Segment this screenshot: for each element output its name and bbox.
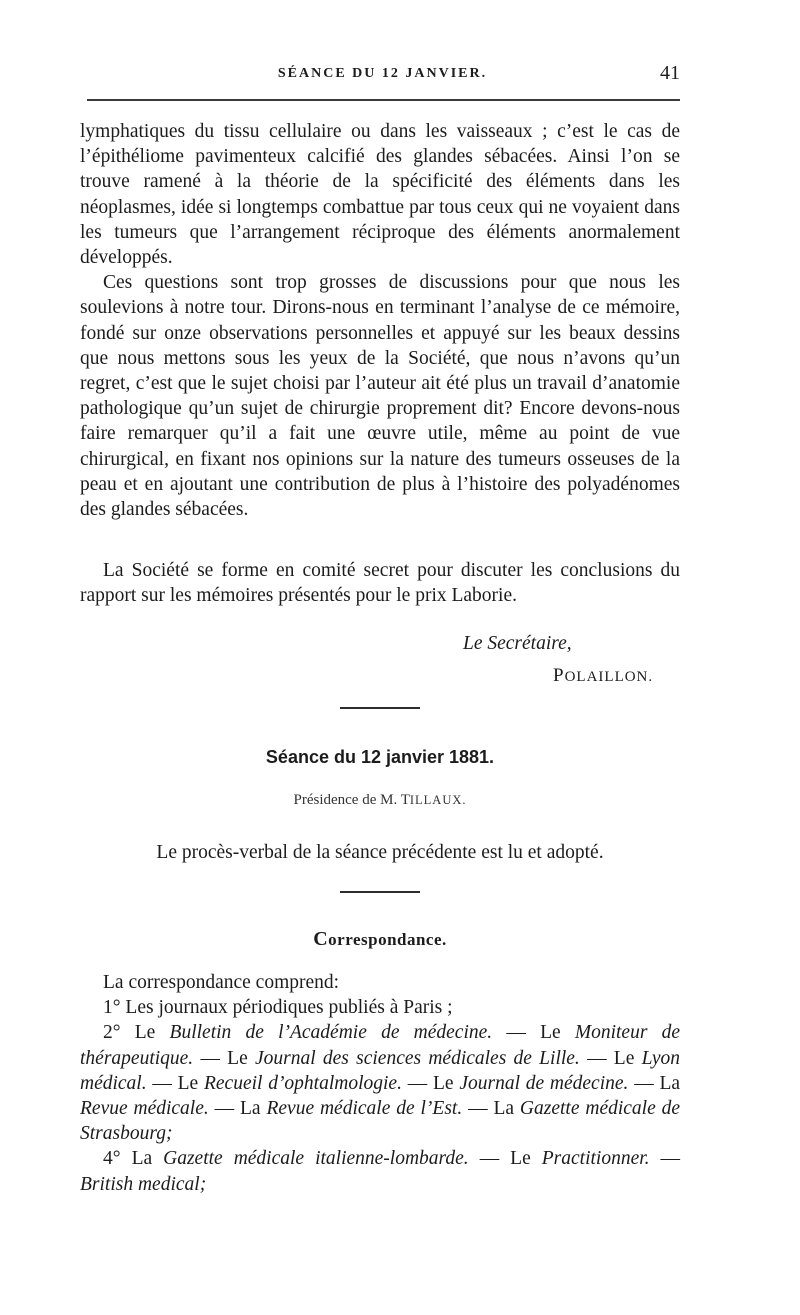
- signature-name-rest: OLAILLON.: [564, 669, 654, 685]
- correspondance-list: [80, 970, 680, 1197]
- paragraph-3: La Société se forme en comité secret pour discuter les conclusions du rapport sur les mémoires présentés pour le prix Laborie.: [80, 560, 680, 607]
- comite-secret-text: [80, 558, 680, 608]
- report-text: [80, 119, 680, 522]
- page-number: 41: [660, 62, 680, 84]
- presidence-initial: T: [400, 792, 410, 808]
- correspondance-heading-initial: C: [313, 928, 329, 950]
- presidence-prefix: Présidence de M.: [293, 792, 398, 808]
- header-rule: [87, 99, 680, 101]
- correspondance-intro: La correspondance comprend:: [103, 972, 340, 993]
- session-title: Séance du 12 janvier 1881.: [265, 747, 495, 767]
- paragraph-2: Ces questions sont trop grosses de discussions pour que nous les soulevions à notre tour. Dirons-nous en terminant l’analyse de ce mémoire, fondé sur onze observations personnelles et appuyé sur les beaux dessins que nous mettons sous les yeux de la Société, que nous n’avons qu’un regret, c’est que le sujet choisi par l’auteur ait été plus un travail d’anatomie pathologique qu’un sujet de chirurgie proprement dit? Encore devons-nous faire remarquer qu’il a fait une œuvre utile, même au point de vue chirurgical, en fixant nos opinions sur la nature des tumeurs osseuses de la peau et en ajoutant une contribution de plus à l’histoire des polyadénomes des glandes sébacées.: [80, 272, 680, 521]
- correspondance-item-1: 1° Les journaux périodiques publiés à Paris ;: [103, 997, 453, 1019]
- section-divider: [340, 707, 420, 709]
- page-header: [85, 62, 680, 92]
- signature-role: Le Secrétaire,: [463, 633, 572, 654]
- presidence-rest: ILLAUX.: [409, 793, 467, 807]
- signature-name-initial: P: [553, 665, 565, 686]
- correspondance-item-4: 4° La Gazette médicale italienne-lombarde. — Le Practitionner. — British medical;: [80, 1148, 681, 1195]
- proces-verbal-line: Le procès-verbal de la séance précédente est lu et adopté.: [156, 842, 604, 863]
- signature-name: [553, 665, 653, 687]
- section-divider-2: [340, 891, 420, 893]
- running-head: SÉANCE DU 12 JANVIER.: [277, 66, 488, 81]
- correspondance-heading: [80, 928, 680, 951]
- presidence-line: [80, 792, 680, 809]
- correspondance-heading-rest: orrespondance.: [328, 930, 447, 949]
- correspondance-item-2: 2° Le Bulletin de l’Académie de médecine. — Le Moniteur de thérapeutique. — Le Journal des sciences médicales de Lille. — Le Lyon médical. — Le Recueil d’ophtalmologie. — Le Journal de médecine. — La Revue médicale. — La Revue médicale de l’Est. — La Gazette médicale de Strasbourg;: [80, 1022, 681, 1145]
- paragraph-1: lymphatiques du tissu cellulaire ou dans les vaisseaux ; c’est le cas de l’épithéliome pavimenteux calcifié des glandes sébacées. Ainsi l’on se trouve ramené à la théorie de la spécificité des éléments dans les néoplasmes, idée si longtemps combattue par tous ceux qui ne voyaient dans les tumeurs que l’arrangement réciproque des éléments anormalement développés.: [80, 121, 680, 269]
